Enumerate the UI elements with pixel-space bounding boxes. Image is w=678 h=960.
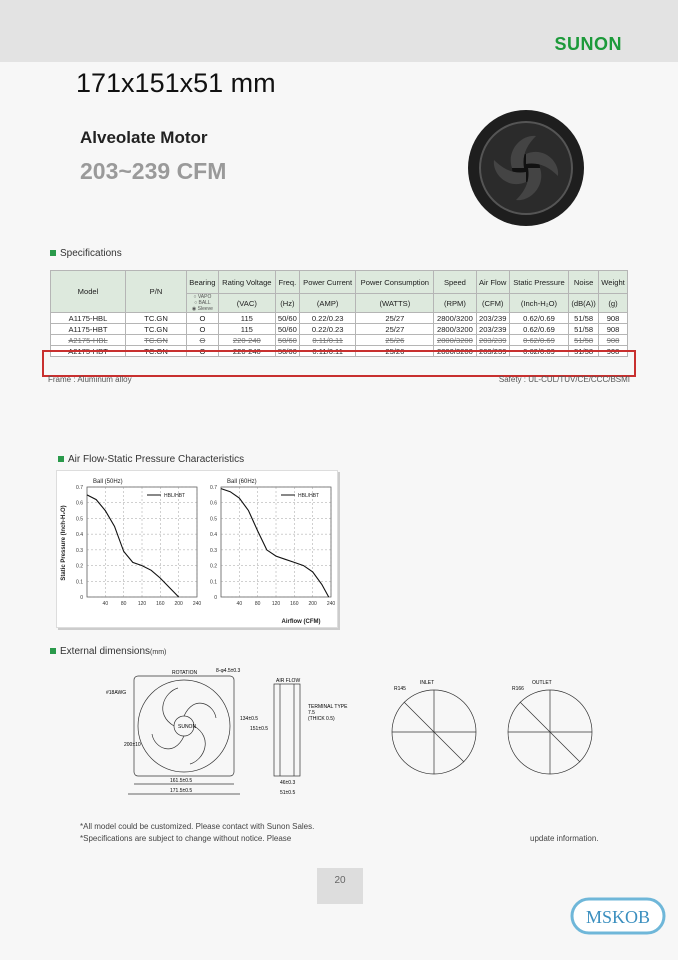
table-row [51, 324, 628, 335]
table-cell: 50/60 [275, 324, 299, 335]
table-row [51, 313, 628, 324]
table-cell: 0.62/0.69 [509, 313, 568, 324]
y-tick-label: 0.1 [210, 579, 217, 586]
holes-label: 8-φ4.5±0.3 [216, 668, 241, 674]
terminal-label: TERMINAL TYPE [308, 704, 348, 710]
depth1-label: 46±0.3 [280, 780, 296, 786]
y-tick-label: 0.3 [76, 547, 83, 554]
y-tick-label: 0.4 [210, 532, 217, 539]
terminal-thick: (THICK 0.5) [308, 716, 335, 722]
size-title: 171x151x51 mm [76, 68, 276, 98]
y-tick-label: 0.3 [210, 547, 217, 554]
col-bearing: Bearing [187, 271, 219, 294]
col-noise: Noise [569, 271, 599, 294]
y-tick-label: 0 [214, 595, 217, 601]
x-axis-label: Airflow (CFM) [281, 619, 321, 625]
depth2-label: 51±0.5 [280, 790, 296, 796]
table-cell: TC.GN [126, 335, 187, 346]
table-cell: 2800/3200 [434, 324, 476, 335]
brand-logo: SUNON [554, 34, 622, 54]
table-cell: 50/60 [275, 313, 299, 324]
chart-heading: Air Flow-Static Pressure Characteristics [58, 454, 244, 465]
table-cell: 2800/3200 [434, 346, 476, 357]
table-cell: TC.GN [126, 346, 187, 357]
y-tick-label: 0.2 [210, 563, 217, 570]
table-cell: 25/27 [356, 313, 434, 324]
chart-panel [56, 470, 338, 628]
legend-label: HBL/HBT [164, 493, 186, 499]
table-cell: O [187, 313, 219, 324]
y-tick-label: 0.7 [76, 485, 83, 491]
table-cell: 25/26 [356, 335, 434, 346]
table-cell: 203/239 [476, 346, 509, 357]
table-cell: 115 [218, 313, 275, 324]
table-cell: 908 [599, 335, 628, 346]
footnote-3: update information. [530, 834, 599, 843]
unit-cell: (RPM) [434, 294, 476, 313]
watermark-text: MSKOB [585, 907, 651, 927]
fan-image [464, 106, 588, 230]
col-current: Power Current [299, 271, 356, 294]
dimension-drawing [104, 664, 624, 804]
y-tick-label: 0 [80, 595, 83, 601]
chart-title: Ball (50Hz) [93, 479, 123, 485]
page-number: 20 [317, 868, 363, 904]
pressure-charts [57, 471, 337, 627]
lead-label: 200±10 [124, 742, 141, 748]
table-cell: A2175-HBT [51, 346, 126, 357]
cfm-range: 203~239 CFM [80, 158, 227, 184]
footnote-2: *Specifications are subject to change without notice. Please [80, 834, 292, 843]
table-cell: O [187, 335, 219, 346]
x-tick-label: 240 [192, 601, 202, 607]
x-tick-label: 200 [174, 601, 183, 607]
motor-type: Alveolate Motor [80, 128, 208, 147]
unit-cell: (Inch-H₂O) [509, 294, 568, 313]
col-consumption: Power Consumption [356, 271, 434, 294]
watermark-badge [566, 893, 670, 939]
y-tick-label: 0.5 [210, 516, 217, 523]
safety-note: Safety : UL-CUL/TUV/CE/CCC/BSMI [498, 375, 630, 384]
table-cell: 115 [218, 324, 275, 335]
y-tick-label: 0.1 [76, 579, 83, 586]
table-cell: 50/60 [275, 346, 299, 357]
col-freq: Freq. [275, 271, 299, 294]
side-view [274, 684, 300, 776]
table-cell: O [187, 324, 219, 335]
table-cell: 0.11/0.11 [299, 346, 356, 357]
y-tick-label: 0.4 [76, 532, 83, 539]
frame-note: Frame : Aluminum alloy [48, 375, 132, 384]
awg-label: #18AWG [106, 690, 127, 696]
table-cell: 908 [599, 346, 628, 357]
table-cell: 0.62/0.69 [509, 324, 568, 335]
col-weight: Weight [599, 271, 628, 294]
unit-cell: (Hz) [275, 294, 299, 313]
x-tick-label: 40 [236, 601, 243, 607]
height2-label: 151±0.5 [250, 726, 269, 732]
width1-label: 161.5±0.5 [170, 778, 193, 784]
table-cell: A1175-HBL [51, 313, 126, 324]
table-cell: 203/239 [476, 313, 509, 324]
header-bar [0, 0, 678, 62]
col-pressure: Static Pressure [509, 271, 568, 294]
table-cell: O [187, 346, 219, 357]
x-tick-label: 240 [326, 601, 336, 607]
x-tick-label: 120 [271, 601, 281, 607]
table-cell: 0.11/0.11 [299, 335, 356, 346]
table-cell: 203/239 [476, 324, 509, 335]
table-cell: 0.22/0.23 [299, 313, 356, 324]
table-cell: 0.62/0.69 [509, 346, 568, 357]
specs-heading: Specifications [50, 248, 122, 259]
outlet-radius: R166 [512, 686, 524, 692]
table-cell: TC.GN [126, 313, 187, 324]
table-cell: 51/58 [569, 313, 599, 324]
table-cell: 25/27 [356, 324, 434, 335]
unit-cell: (dB(A)) [569, 294, 599, 313]
outlet-label: OUTLET [532, 680, 552, 686]
table-cell: 908 [599, 313, 628, 324]
table-cell: A1175-HBT [51, 324, 126, 335]
y-axis-label: Static Pressure (Inch-H₂O) [61, 505, 67, 581]
airflow-label: AIR FLOW [276, 678, 301, 684]
table-cell: 51/58 [569, 346, 599, 357]
y-tick-label: 0.6 [210, 500, 217, 507]
table-cell: 25/26 [356, 346, 434, 357]
outlet-view [508, 690, 592, 774]
unit-cell: (WATTS) [356, 294, 434, 313]
table-cell: 908 [599, 324, 628, 335]
col-speed: Speed [434, 271, 476, 294]
x-tick-label: 160 [290, 601, 299, 607]
width2-label: 171.5±0.5 [170, 788, 193, 794]
table-cell: 0.22/0.23 [299, 324, 356, 335]
col-pn: P/N [126, 271, 187, 313]
unit-cell: (AMP) [299, 294, 356, 313]
inlet-radius: R145 [394, 686, 406, 692]
table-cell: 220-240 [218, 346, 275, 357]
y-tick-label: 0.2 [76, 563, 83, 570]
footnote-1: *All model could be customized. Please contact with Sunon Sales. [80, 822, 315, 831]
rotation-label: ROTATION [172, 670, 198, 676]
table-cell: 0.62/0.69 [509, 335, 568, 346]
table-cell: 50/60 [275, 335, 299, 346]
unit-cell: (CFM) [476, 294, 509, 313]
specs-table [50, 270, 628, 357]
height1-label: 134±0.5 [240, 716, 259, 722]
col-airflow: Air Flow [476, 271, 509, 294]
table-cell: 203/239 [476, 335, 509, 346]
x-tick-label: 160 [156, 601, 165, 607]
x-tick-label: 80 [254, 601, 261, 607]
x-tick-label: 200 [308, 601, 317, 607]
table-cell: TC.GN [126, 324, 187, 335]
front-view [128, 676, 240, 794]
col-voltage: Rating Voltage [218, 271, 275, 294]
inlet-label: INLET [420, 680, 435, 686]
unit-cell: (VAC) [218, 294, 275, 313]
terminal-size: 7.5 [308, 710, 315, 716]
table-cell: 51/58 [569, 335, 599, 346]
x-tick-label: 120 [137, 601, 147, 607]
series-line [87, 495, 179, 597]
y-tick-label: 0.6 [76, 500, 83, 507]
y-tick-label: 0.7 [210, 485, 217, 491]
table-cell: 2800/3200 [434, 335, 476, 346]
hub-label: SUNON [178, 724, 197, 730]
y-tick-label: 0.5 [76, 516, 83, 523]
table-row [51, 335, 628, 346]
dims-heading: External dimensions(mm) [50, 646, 166, 657]
legend-label: HBL/HBT [298, 493, 320, 499]
highlight-box [42, 350, 636, 377]
bearing-options: ○ VAPO ○ BALL ◉ Sleeve [187, 294, 219, 313]
chart-title: Ball (60Hz) [227, 479, 257, 485]
x-tick-label: 40 [102, 601, 109, 607]
table-cell: 2800/3200 [434, 313, 476, 324]
x-tick-label: 80 [120, 601, 127, 607]
col-model: Model [51, 271, 126, 313]
unit-cell: (g) [599, 294, 628, 313]
table-cell: 51/58 [569, 324, 599, 335]
table-cell: 220-240 [218, 335, 275, 346]
inlet-view [392, 690, 476, 774]
table-cell: A2175-HBL [51, 335, 126, 346]
